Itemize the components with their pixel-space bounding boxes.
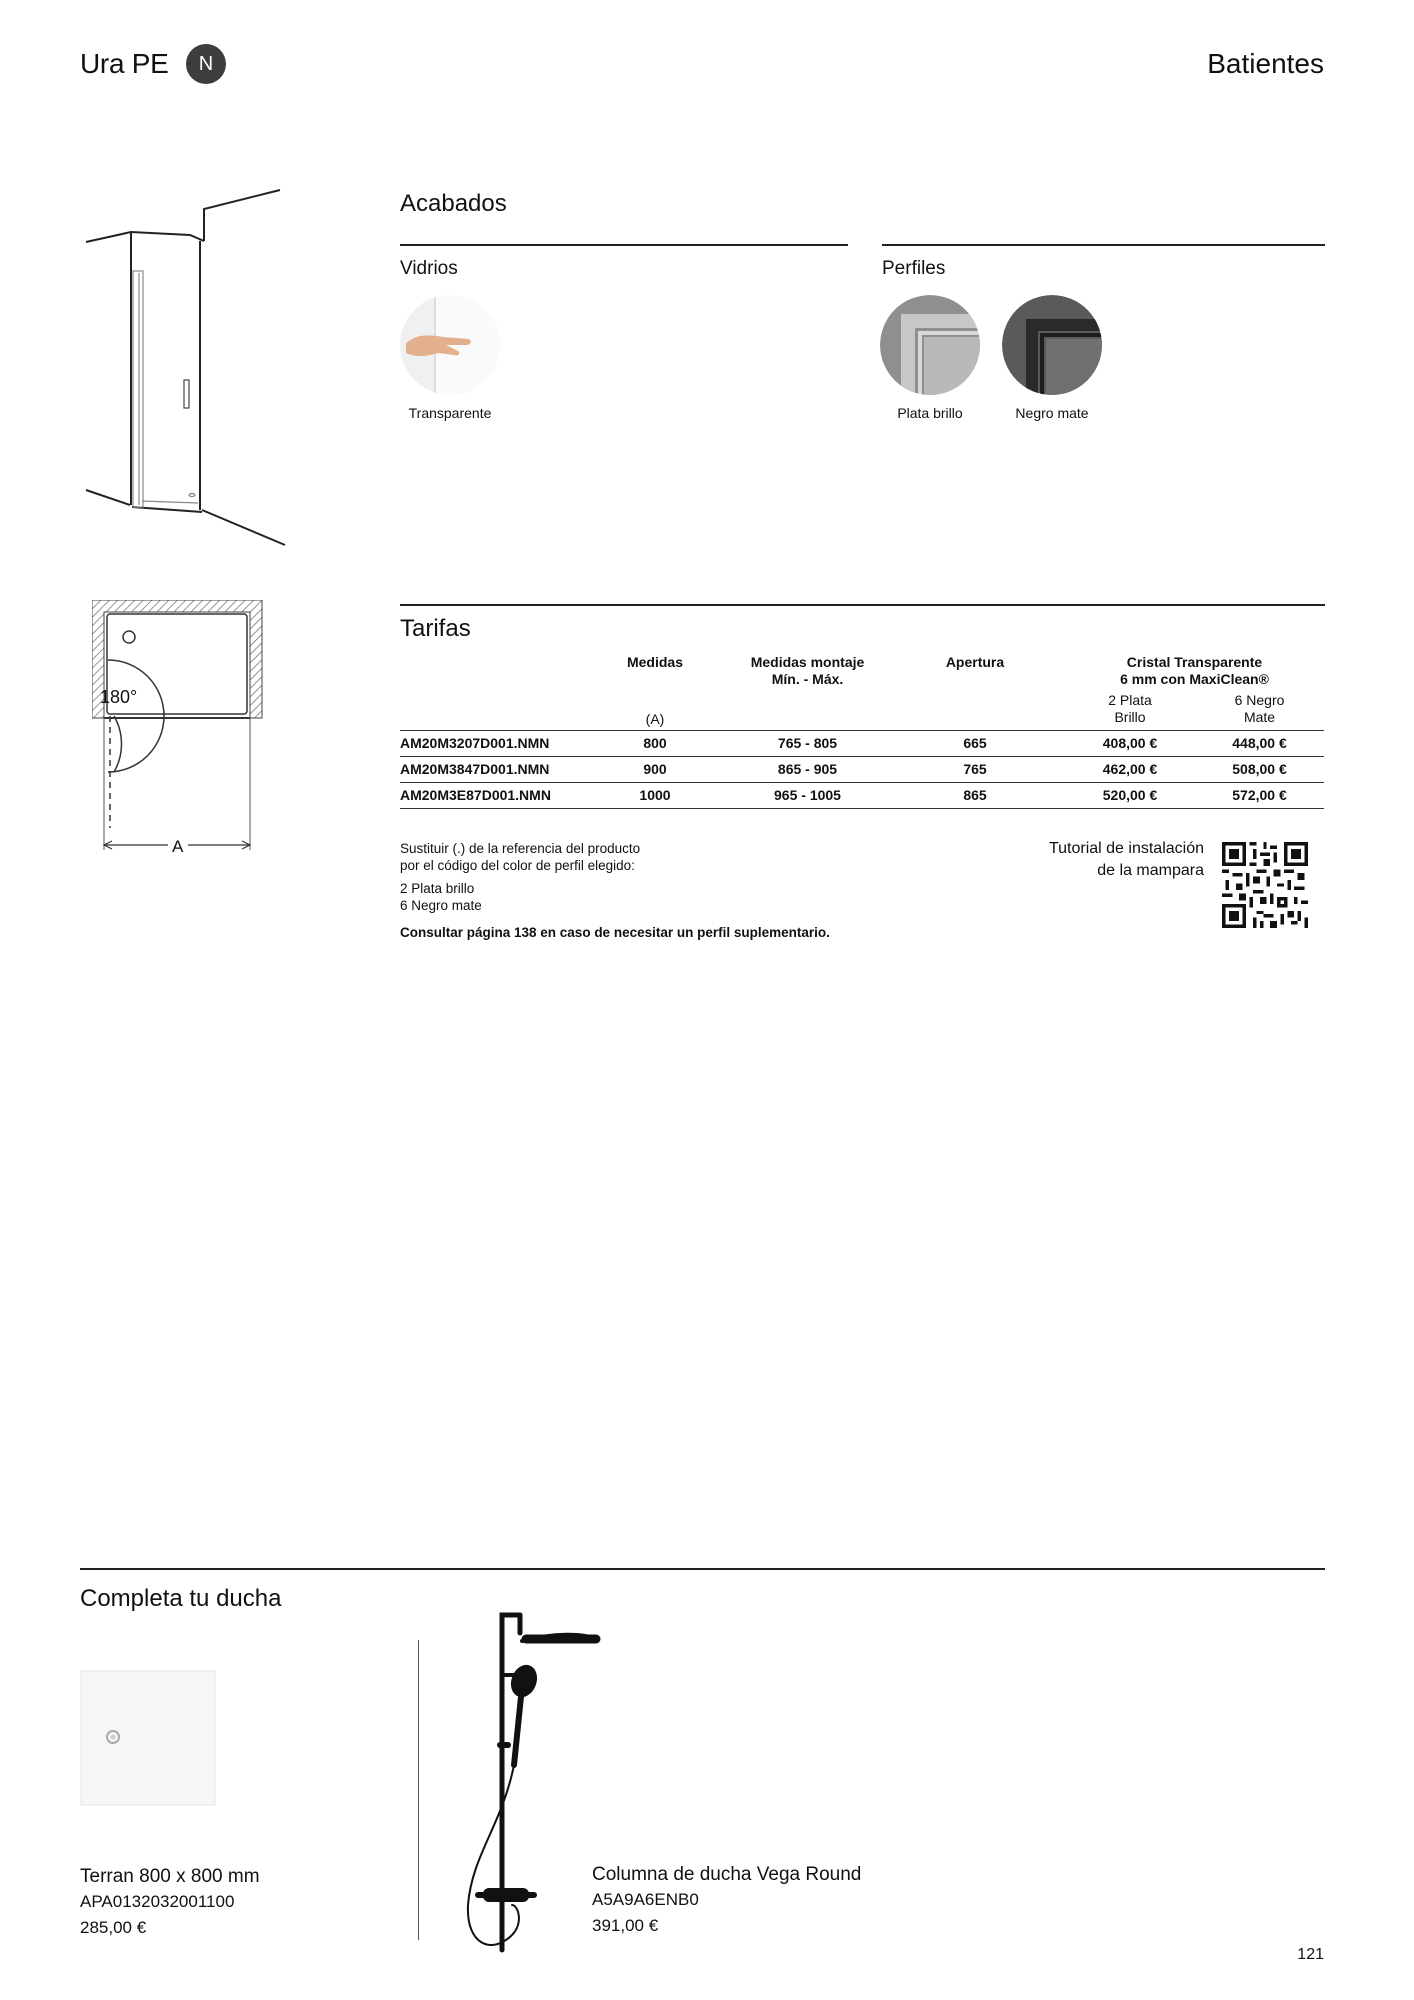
- perfil-negro-label: Negro mate: [1015, 405, 1089, 421]
- col-plata: 2 Plata Brillo: [1108, 692, 1152, 725]
- vidrio-label: Transparente: [408, 405, 492, 421]
- col-apertura: Apertura: [945, 654, 1005, 670]
- product-1-name: Terran 800 x 800 mm: [80, 1866, 260, 1887]
- tutorial-label: Tutorial de instalación de la mampara: [1048, 840, 1204, 879]
- shower-column-image: [462, 1605, 602, 1960]
- table-row: AM20M3847D001.NMN 900 865 - 905 765 462,00 € 508,00 €: [400, 756, 1324, 782]
- product-title: Ura PE: [80, 48, 169, 79]
- new-badge: N: [186, 44, 226, 84]
- completa-title: Completa tu ducha: [80, 1585, 282, 1612]
- product-1-price: 285,00 €: [80, 1918, 147, 1937]
- glass-transparent-swatch: [400, 295, 500, 395]
- profile-silver-swatch: [880, 295, 980, 395]
- perfiles-label: Perfiles: [882, 258, 946, 279]
- col-medidas-unit: (A): [645, 710, 665, 727]
- shower-tray-image: [80, 1670, 216, 1806]
- qr-code[interactable]: [1222, 842, 1308, 928]
- acabados-title: Acabados: [400, 190, 507, 217]
- col-medidas: Medidas: [626, 654, 683, 670]
- product-divider: [418, 1640, 419, 1940]
- perfiles-rule: [882, 244, 1325, 246]
- col-cristal: Cristal Transparente 6 mm con MaxiClean®: [1120, 654, 1269, 687]
- col-montaje: Medidas montaje Mín. - Máx.: [750, 654, 865, 687]
- vidrios-rule: [400, 244, 848, 246]
- table-row: AM20M3207D001.NMN 800 765 - 805 665 408,00 € 448,00 €: [400, 730, 1324, 756]
- angle-label: 180°: [100, 687, 138, 707]
- notes-block: Sustituir (.) de la referencia del producto por el código del color de perfil elegido: 2 Plata brillo 6 Negro mate Consultar página 138 en caso de necesitar un perfil suplementario.: [400, 841, 830, 940]
- price-table: [400, 652, 1324, 809]
- tarifas-rule: [400, 604, 1325, 606]
- product-1-ref: APA0132032001100: [80, 1892, 235, 1911]
- plan-diagram: [92, 600, 264, 865]
- product-2-price: 391,00 €: [592, 1916, 659, 1935]
- perfil-plata-label: Plata brillo: [897, 405, 963, 421]
- page-number: 121: [1297, 1946, 1324, 1963]
- dimension-label: A: [172, 837, 184, 856]
- product-2-name: Columna de ducha Vega Round: [592, 1864, 862, 1885]
- category-title: Batientes: [1207, 48, 1324, 79]
- profile-black-swatch: [1002, 295, 1102, 395]
- shower-door-drawing: [80, 185, 290, 550]
- vidrios-label: Vidrios: [400, 258, 458, 279]
- product-2-ref: A5A9A6ENB0: [592, 1890, 699, 1909]
- table-row: AM20M3E87D001.NMN 1000 965 - 1005 865 520,00 € 572,00 €: [400, 782, 1324, 808]
- completa-rule: [80, 1568, 1325, 1570]
- col-negro: 6 Negro Mate: [1234, 692, 1285, 725]
- tarifas-title: Tarifas: [400, 615, 471, 642]
